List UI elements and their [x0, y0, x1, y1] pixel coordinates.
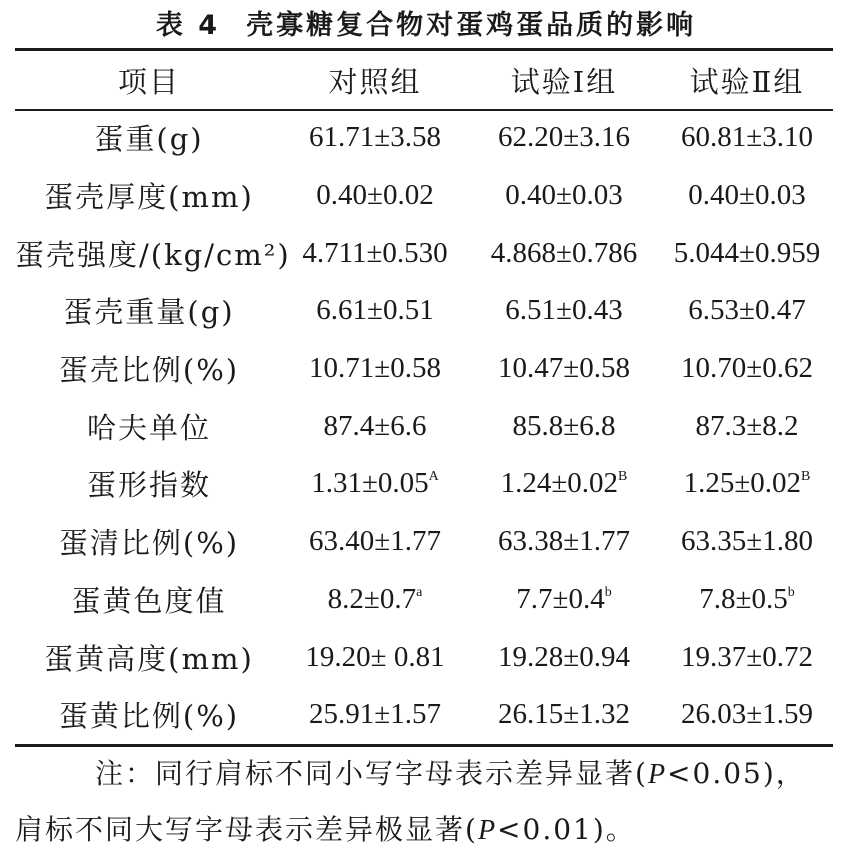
table-row	[15, 109, 833, 167]
table-caption: 壳寡糖复合物对蛋鸡蛋品质的影响	[246, 10, 697, 41]
row-label: 蛋黄高度(mm)	[44, 641, 254, 676]
column-header-control: 对照组	[328, 64, 422, 99]
value-cell	[467, 167, 661, 225]
value-cell	[283, 571, 467, 629]
value-text: 7.7±0.4	[516, 582, 605, 615]
value-cell	[661, 571, 833, 629]
value-cell	[467, 224, 661, 282]
value-text: 1.24±0.02	[500, 467, 619, 500]
value-text: 1.31±0.05	[311, 467, 429, 500]
value-text: 0.40±0.03	[505, 179, 623, 212]
value-cell	[661, 340, 833, 398]
significance-superscript: B	[801, 469, 811, 485]
value-text: 63.40±1.77	[309, 525, 441, 558]
significance-superscript: B	[618, 469, 628, 485]
note-line2-suffix: <0.01)。	[497, 813, 636, 846]
value-text: 0.40±0.02	[316, 179, 434, 212]
value-cell	[661, 513, 833, 571]
value-cell	[283, 109, 467, 167]
value-cell	[661, 628, 833, 686]
value-text: 63.35±1.80	[681, 525, 813, 558]
value-text: 19.28±0.94	[498, 640, 630, 673]
column-header-trial-2: 试验Ⅱ组	[689, 64, 805, 99]
row-label: 蛋壳重量(g)	[63, 295, 235, 330]
column-header-trial-1: 试验Ⅰ组	[510, 64, 618, 99]
value-cell	[467, 340, 661, 398]
significance-superscript: a	[416, 584, 423, 600]
table-row	[15, 628, 833, 686]
value-cell	[661, 686, 833, 744]
note-line2-prefix: 肩标不同大写字母表示差异极显著(	[15, 813, 478, 846]
p-value-symbol: P	[647, 759, 668, 790]
value-cell	[467, 282, 661, 340]
value-cell	[467, 571, 661, 629]
value-text: 10.71±0.58	[309, 352, 441, 385]
note-line1-prefix: 注：同行肩标不同小写字母表示差异显著(	[95, 757, 648, 790]
value-cell	[467, 109, 661, 167]
table-row	[15, 513, 833, 571]
value-text: 10.70±0.62	[681, 352, 813, 385]
table-title	[0, 6, 852, 46]
row-label: 哈夫单位	[86, 410, 211, 445]
value-text: 85.8±6.8	[512, 409, 616, 442]
row-label: 蛋壳强度/(kg/cm²)	[15, 237, 291, 272]
table-row	[15, 397, 833, 455]
value-cell	[283, 455, 467, 513]
value-cell	[283, 513, 467, 571]
value-text: 63.38±1.77	[498, 525, 630, 558]
column-header-item: 项目	[117, 64, 180, 99]
value-cell	[283, 167, 467, 225]
row-label: 蛋黄比例(%)	[58, 699, 240, 734]
value-text: 6.51±0.43	[505, 294, 623, 327]
value-text: 26.15±1.32	[498, 698, 630, 731]
table-row	[15, 571, 833, 629]
value-text: 6.53±0.47	[688, 294, 806, 327]
value-text: 19.20± 0.81	[305, 640, 445, 673]
value-cell	[467, 628, 661, 686]
value-cell	[467, 397, 661, 455]
significance-superscript: A	[428, 469, 439, 485]
value-cell	[283, 282, 467, 340]
value-text: 0.40±0.03	[688, 179, 806, 212]
table-number: 表 4	[155, 10, 221, 41]
value-cell	[661, 455, 833, 513]
value-text: 6.61±0.51	[316, 294, 434, 327]
value-text: 8.2±0.7	[327, 582, 417, 615]
value-cell	[467, 513, 661, 571]
table-bottom-rule	[15, 744, 833, 747]
value-text: 26.03±1.59	[681, 698, 813, 731]
row-label: 蛋壳比例(%)	[58, 353, 240, 388]
table-row	[15, 167, 833, 225]
value-text: 4.868±0.786	[490, 236, 638, 269]
table-row	[15, 686, 833, 744]
value-cell	[283, 224, 467, 282]
value-text: 19.37±0.72	[681, 640, 813, 673]
significance-superscript: b	[604, 584, 612, 600]
value-cell	[283, 397, 467, 455]
value-text: 62.20±3.16	[498, 121, 630, 154]
value-cell	[467, 455, 661, 513]
table-row	[15, 282, 833, 340]
row-label: 蛋形指数	[86, 468, 211, 503]
value-cell	[661, 109, 833, 167]
value-text: 5.044±0.959	[673, 236, 821, 269]
note-line1-suffix: <0.05)，	[667, 757, 806, 790]
value-text: 87.3±8.2	[695, 409, 799, 442]
table-note-line-1	[15, 756, 845, 793]
row-label: 蛋壳厚度(mm)	[44, 180, 254, 215]
value-cell	[661, 167, 833, 225]
value-cell	[661, 282, 833, 340]
value-cell	[283, 628, 467, 686]
row-label: 蛋重(g)	[94, 122, 204, 157]
table-header-row	[15, 51, 833, 109]
table-row	[15, 340, 833, 398]
value-text: 10.47±0.58	[498, 352, 630, 385]
value-cell	[661, 224, 833, 282]
value-cell	[467, 686, 661, 744]
row-label: 蛋黄色度值	[71, 583, 227, 618]
row-label: 蛋清比例(%)	[58, 526, 240, 561]
table-body	[15, 109, 833, 744]
value-text: 25.91±1.57	[309, 698, 441, 731]
value-cell	[283, 340, 467, 398]
p-value-symbol: P	[477, 815, 498, 846]
value-text: 1.25±0.02	[683, 467, 802, 500]
table-row	[15, 224, 833, 282]
value-text: 60.81±3.10	[681, 121, 813, 154]
egg-quality-table	[15, 51, 833, 744]
value-text: 61.71±3.58	[309, 121, 441, 154]
value-text: 7.8±0.5	[699, 582, 788, 615]
table-row	[15, 455, 833, 513]
value-text: 87.4±6.6	[323, 409, 427, 442]
significance-superscript: b	[787, 584, 795, 600]
table-note-line-2	[15, 812, 845, 849]
value-text: 4.711±0.530	[302, 236, 448, 269]
value-cell	[283, 686, 467, 744]
value-cell	[661, 397, 833, 455]
